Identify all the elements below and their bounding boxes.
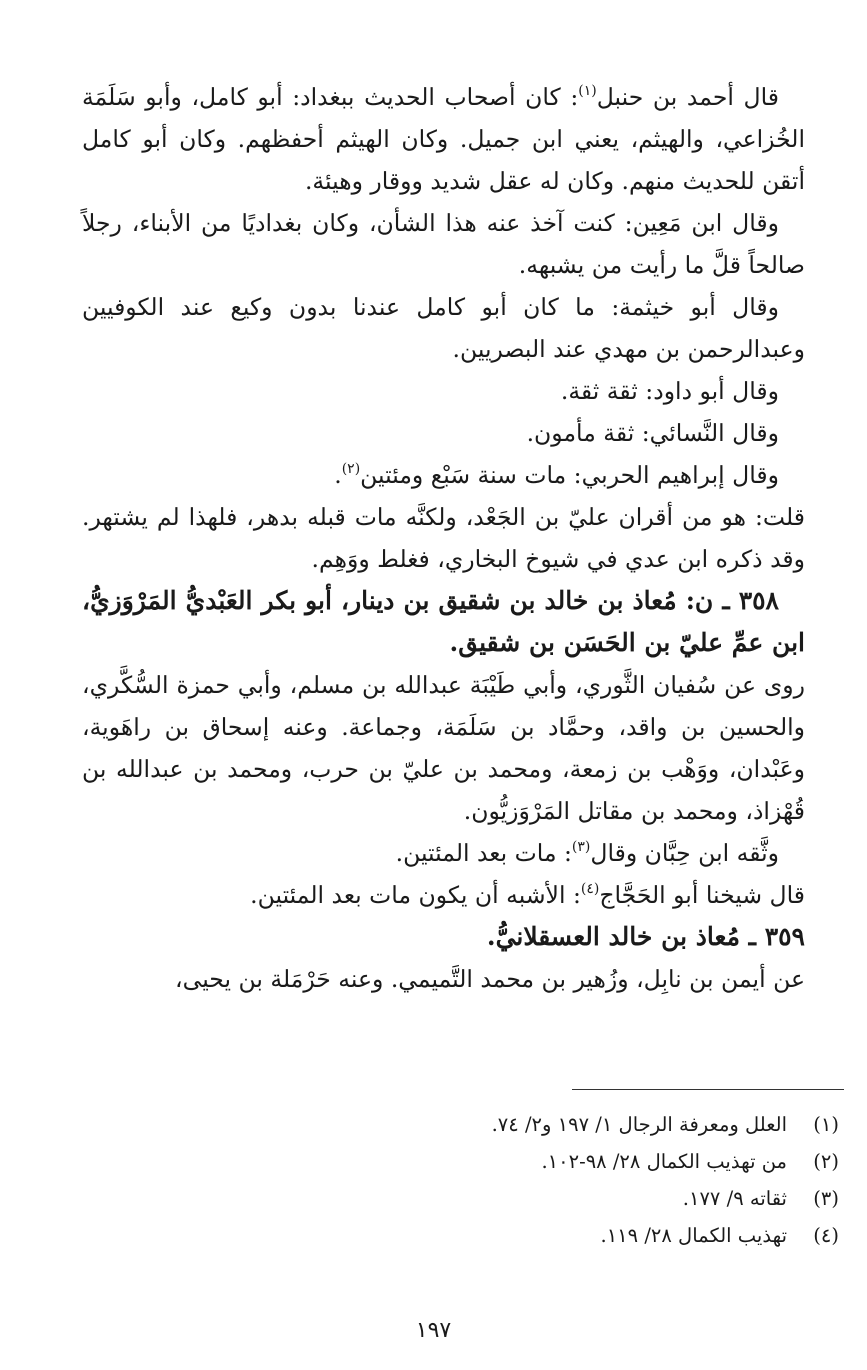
paragraph-text: روى عن سُفيان الثَّوري، وأبي طَيْبَة عبدالله بن مسلم، وأبي حمزة السُّكَّري، والحسين بن واقد، وحمَّاد بن سَلَمَة، وجماعة. وعنه إسحاق بن راهَوية، وعَبْدان، ووَهْب بن زمعة، ومحمد بن عليّ بن حرب، ومحمد بن عبدالله بن قُهْزاذ، ومحمد بن مقاتل المَرْوَزيُّون.: [82, 671, 805, 825]
footnote-number: (٢): [813, 1150, 839, 1173]
footnote-marker: (٤): [580, 881, 600, 897]
footnote-marker: (١): [578, 83, 597, 99]
paragraph-text: قال شيخنا أبو الحَجَّاج: [599, 881, 805, 909]
paragraph-text: : الأشبه أن يكون مات بعد المئتين.: [250, 881, 581, 909]
paragraph: [82, 286, 805, 370]
main-text-block: [82, 76, 805, 1000]
footnote: [82, 1143, 839, 1180]
paragraph: [82, 664, 805, 832]
paragraph: [82, 832, 805, 874]
footnote-marker: (٢): [341, 461, 361, 477]
paragraph: [82, 76, 805, 202]
paragraph-text: قال أحمد بن حنبل: [596, 83, 779, 111]
footnote-text: ثقاته ٩/ ١٧٧.: [682, 1187, 787, 1210]
footnote-marker: (٣): [571, 839, 591, 855]
footnote-text: العلل ومعرفة الرجال ١/ ١٩٧ و٢/ ٧٤.: [491, 1113, 787, 1136]
paragraph-text: ٣٥٩ ـ مُعاذ بن خالد العسقلانيُّ.: [486, 922, 805, 951]
paragraph-text: وقال أبو خيثمة: ما كان أبو كامل عندنا بدون وكيع عند الكوفيين وعبدالرحمن بن مهدي عند البصريين.: [82, 293, 805, 363]
paragraph-text: وقال النَّسائي: ثقة مأمون.: [526, 419, 779, 447]
paragraph: [82, 202, 805, 286]
paragraph: [82, 370, 805, 412]
entry-heading: [82, 916, 805, 958]
paragraph-text: وثَّقه ابن حِبَّان وقال: [590, 839, 779, 867]
footnote-number: (٣): [813, 1187, 839, 1210]
paragraph: [82, 496, 805, 580]
footnotes-block: [82, 1106, 839, 1254]
paragraph: [82, 412, 805, 454]
paragraph-text: وقال ابن مَعِين: كنت آخذ عنه هذا الشأن، وكان بغداديًا من الأبناء، رجلاً صالحاً قلَّ ما رأيت من يشبهه.: [82, 209, 805, 279]
footnote-number: (١): [813, 1113, 839, 1136]
footnote-text: من تهذيب الكمال ٢٨/ ٩٨-١٠٢.: [541, 1150, 787, 1173]
footnote-number: (٤): [813, 1224, 839, 1247]
paragraph-text: ٣٥٨ ـ ن: مُعاذ بن خالد بن شقيق بن دينار، أبو بكر العَبْديُّ المَرْوَزيُّ، ابن عمِّ عليّ بن الحَسَن بن شقيق.: [82, 586, 805, 657]
footnote-separator: [572, 1089, 844, 1090]
entry-heading: [82, 580, 805, 664]
paragraph-text: قلت: هو من أقران عليّ بن الجَعْد، ولكنَّه مات قبله بدهر، فلهذا لم يشتهر. وقد ذكره ابن عدي في شيوخ البخاري، فغلط ووَهِم.: [82, 503, 805, 573]
footnote: [82, 1106, 839, 1143]
page-number: ١٩٧: [415, 1318, 452, 1343]
paragraph: [82, 454, 805, 496]
paragraph-text: : مات بعد المئتين.: [395, 839, 572, 867]
footnote-text: تهذيب الكمال ٢٨/ ١١٩.: [600, 1224, 787, 1247]
paragraph-text: : كان أصحاب الحديث ببغداد: أبو كامل، وأبو سَلَمَة الخُزاعي، والهيثم، يعني ابن جميل. وكان الهيثم أحفظهم. وكان أبو كامل أتقن للحديث منهم. وكان له عقل شديد ووقار وهيئة.: [82, 83, 805, 195]
footnote: [82, 1180, 839, 1217]
paragraph-text: وقال إبراهيم الحربي: مات سنة سَبْع ومئتين: [360, 461, 779, 489]
paragraph: [82, 958, 805, 1000]
paragraph-text: .: [334, 461, 342, 489]
paragraph-text: وقال أبو داود: ثقة ثقة.: [560, 377, 779, 405]
paragraph-text: عن أيمن بن نابِل، وزُهير بن محمد التَّميمي. وعنه حَرْمَلة بن يحيى،: [175, 965, 805, 993]
footnote: [82, 1217, 839, 1254]
paragraph: [82, 874, 805, 916]
